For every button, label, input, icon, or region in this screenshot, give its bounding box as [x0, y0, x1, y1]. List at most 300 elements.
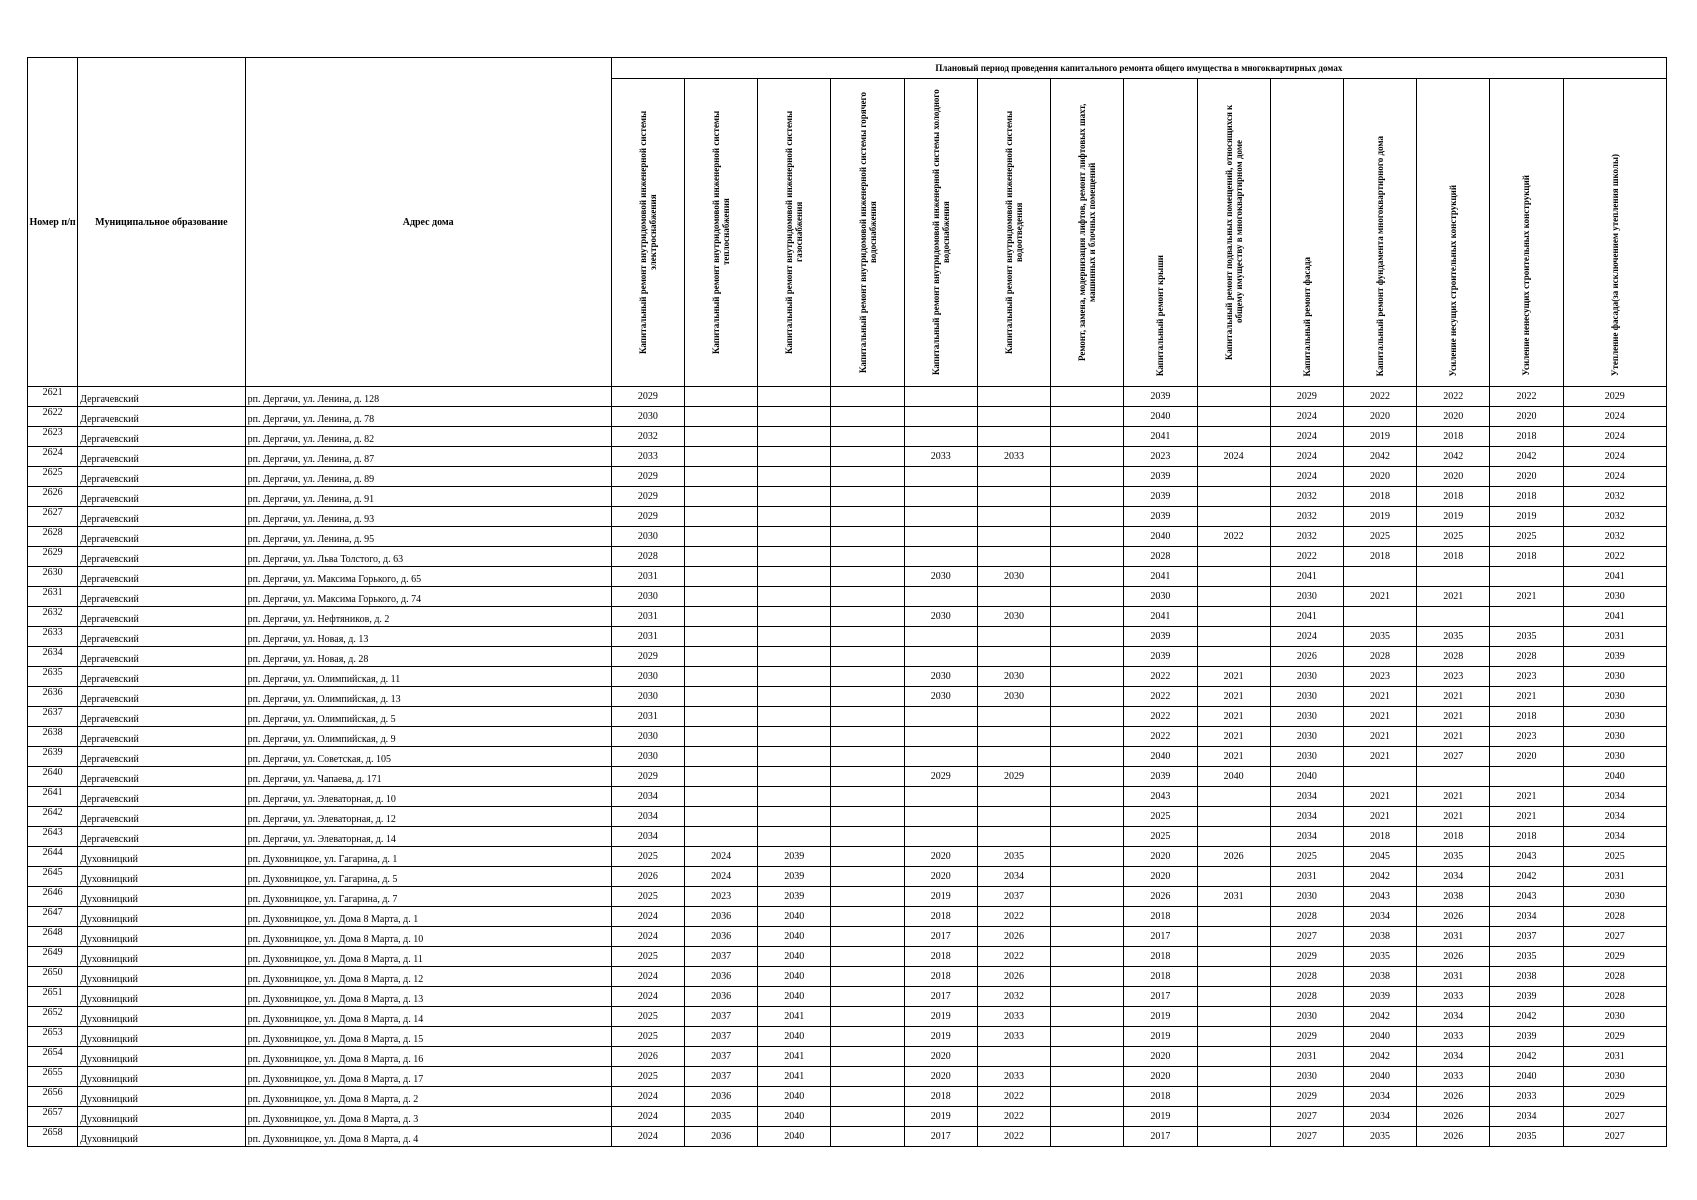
year-cell: 2017 [904, 1127, 977, 1147]
year-cell: 2033 [977, 447, 1050, 467]
year-cell [1051, 607, 1124, 627]
row-number-cell: 2639 [28, 747, 78, 767]
year-cell [1490, 767, 1563, 787]
year-cell [684, 447, 757, 467]
municipality-cell: Духовницкий [78, 1067, 246, 1087]
year-cell: 2036 [684, 967, 757, 987]
year-cell: 2021 [1417, 807, 1490, 827]
year-cell: 2018 [1490, 427, 1563, 447]
year-cell [684, 667, 757, 687]
header-col-load-bearing [1417, 79, 1490, 387]
year-cell [1197, 407, 1270, 427]
year-cell: 2031 [611, 707, 684, 727]
year-cell [1051, 507, 1124, 527]
header-col-cold-water [904, 79, 977, 387]
municipality-cell: Духовницкий [78, 847, 246, 867]
year-cell: 2027 [1270, 1127, 1343, 1147]
year-cell: 2043 [1124, 787, 1197, 807]
year-cell [1197, 1007, 1270, 1027]
year-cell: 2039 [1124, 467, 1197, 487]
row-number-cell: 2642 [28, 807, 78, 827]
row-number-cell: 2625 [28, 467, 78, 487]
year-cell: 2018 [1490, 487, 1563, 507]
year-cell [831, 747, 904, 767]
year-cell: 2025 [1270, 847, 1343, 867]
year-cell [1051, 827, 1124, 847]
year-cell: 2028 [1270, 987, 1343, 1007]
table-row [28, 487, 1667, 507]
year-cell [831, 927, 904, 947]
header-col-non-load-bearing [1490, 79, 1563, 387]
header-col-label: Капитальный ремонт внутридомовой инженерной системы водоотведения [1003, 110, 1024, 354]
year-cell [758, 487, 831, 507]
header-col-label: Капитальный ремонт фундамента многоквартирного дома [1375, 135, 1386, 376]
table-row [28, 647, 1667, 667]
year-cell: 2025 [611, 1067, 684, 1087]
year-cell: 2042 [1343, 447, 1416, 467]
year-cell: 2024 [1270, 407, 1343, 427]
year-cell: 2031 [611, 627, 684, 647]
year-cell: 2035 [684, 1107, 757, 1127]
year-cell: 2024 [1563, 467, 1666, 487]
year-cell: 2034 [1417, 867, 1490, 887]
year-cell [904, 487, 977, 507]
year-cell [1051, 887, 1124, 907]
year-cell: 2039 [1490, 1027, 1563, 1047]
table-row [28, 547, 1667, 567]
year-cell: 2034 [1270, 787, 1343, 807]
year-cell [1051, 387, 1124, 407]
year-cell [1051, 1007, 1124, 1027]
year-cell [831, 387, 904, 407]
year-cell: 2021 [1343, 807, 1416, 827]
address-cell: рп. Дергачи, ул. Олимпийская, д. 11 [245, 667, 611, 687]
municipality-cell: Духовницкий [78, 907, 246, 927]
year-cell: 2022 [977, 1087, 1050, 1107]
year-cell: 2018 [1417, 487, 1490, 507]
year-cell: 2018 [1343, 827, 1416, 847]
year-cell: 2030 [1563, 1007, 1666, 1027]
year-cell: 2024 [1563, 407, 1666, 427]
year-cell [758, 827, 831, 847]
year-cell [904, 527, 977, 547]
header-col-label: Капитальный ремонт внутридомовой инженерной системы горячего водоснабжения [857, 91, 878, 373]
year-cell: 2030 [611, 747, 684, 767]
row-number-cell: 2641 [28, 787, 78, 807]
table-row [28, 1047, 1667, 1067]
year-cell [758, 587, 831, 607]
year-cell [1197, 567, 1270, 587]
year-cell [1197, 507, 1270, 527]
year-cell: 2043 [1490, 887, 1563, 907]
year-cell: 2027 [1563, 927, 1666, 947]
year-cell: 2032 [1563, 507, 1666, 527]
year-cell: 2025 [611, 887, 684, 907]
year-cell [1051, 787, 1124, 807]
year-cell [831, 667, 904, 687]
address-cell: рп. Духовницкое, ул. Дома 8 Марта, д. 17 [245, 1067, 611, 1087]
address-cell: рп. Дергачи, ул. Элеваторная, д. 14 [245, 827, 611, 847]
year-cell [1051, 727, 1124, 747]
year-cell: 2022 [977, 1127, 1050, 1147]
row-number-cell: 2650 [28, 967, 78, 987]
year-cell [1197, 947, 1270, 967]
year-cell: 2031 [1417, 927, 1490, 947]
year-cell: 2030 [1270, 707, 1343, 727]
year-cell: 2020 [1490, 467, 1563, 487]
year-cell [831, 447, 904, 467]
year-cell: 2021 [1490, 687, 1563, 707]
year-cell: 2040 [1124, 527, 1197, 547]
year-cell: 2020 [1343, 467, 1416, 487]
year-cell: 2017 [1124, 987, 1197, 1007]
year-cell: 2022 [977, 1107, 1050, 1127]
year-cell: 2018 [1490, 707, 1563, 727]
year-cell [1051, 947, 1124, 967]
table-body [28, 387, 1667, 1147]
year-cell: 2030 [1270, 1007, 1343, 1027]
year-cell: 2028 [1417, 647, 1490, 667]
year-cell [1051, 427, 1124, 447]
year-cell: 2018 [904, 1087, 977, 1107]
year-cell: 2034 [1270, 827, 1343, 847]
year-cell: 2030 [611, 587, 684, 607]
year-cell: 2018 [904, 947, 977, 967]
year-cell [1197, 1087, 1270, 1107]
year-cell [684, 407, 757, 427]
row-number-cell: 2652 [28, 1007, 78, 1027]
year-cell: 2042 [1343, 1007, 1416, 1027]
year-cell: 2030 [1563, 687, 1666, 707]
year-cell [1051, 647, 1124, 667]
year-cell: 2037 [977, 887, 1050, 907]
year-cell [977, 747, 1050, 767]
year-cell: 2019 [1490, 507, 1563, 527]
year-cell [684, 767, 757, 787]
year-cell: 2034 [1270, 807, 1343, 827]
year-cell [1197, 807, 1270, 827]
year-cell: 2030 [1270, 1067, 1343, 1087]
year-cell [1197, 587, 1270, 607]
year-cell: 2031 [1270, 1047, 1343, 1067]
year-cell [831, 627, 904, 647]
year-cell: 2028 [1563, 987, 1666, 1007]
year-cell: 2020 [1417, 467, 1490, 487]
year-cell: 2026 [1270, 647, 1343, 667]
year-cell: 2019 [1417, 507, 1490, 527]
year-cell: 2022 [977, 907, 1050, 927]
year-cell [904, 747, 977, 767]
year-cell [831, 567, 904, 587]
year-cell: 2034 [611, 807, 684, 827]
year-cell: 2021 [1197, 747, 1270, 767]
year-cell: 2024 [611, 967, 684, 987]
year-cell: 2029 [1563, 1027, 1666, 1047]
year-cell: 2023 [684, 887, 757, 907]
year-cell: 2039 [1124, 767, 1197, 787]
year-cell: 2021 [1417, 727, 1490, 747]
municipality-cell: Дергачевский [78, 567, 246, 587]
table-row [28, 907, 1667, 927]
municipality-cell: Дергачевский [78, 527, 246, 547]
year-cell: 2022 [1124, 707, 1197, 727]
year-cell: 2039 [758, 847, 831, 867]
year-cell: 2019 [1124, 1007, 1197, 1027]
table-row [28, 587, 1667, 607]
year-cell: 2041 [1270, 567, 1343, 587]
year-cell: 2040 [1270, 767, 1343, 787]
row-number-cell: 2645 [28, 867, 78, 887]
year-cell: 2040 [758, 907, 831, 927]
year-cell: 2039 [758, 867, 831, 887]
municipality-cell: Духовницкий [78, 887, 246, 907]
year-cell [1197, 487, 1270, 507]
year-cell [758, 467, 831, 487]
municipality-cell: Дергачевский [78, 827, 246, 847]
year-cell: 2019 [1343, 507, 1416, 527]
year-cell [831, 407, 904, 427]
year-cell: 2039 [1490, 987, 1563, 1007]
year-cell: 2040 [758, 967, 831, 987]
year-cell: 2029 [1563, 387, 1666, 407]
year-cell [904, 727, 977, 747]
table-row [28, 567, 1667, 587]
year-cell: 2024 [611, 1127, 684, 1147]
year-cell [1343, 607, 1416, 627]
year-cell: 2040 [758, 947, 831, 967]
header-col-label: Капитальный ремонт внутридомовой инженерной системы теплоснабжения [711, 110, 732, 354]
table-row [28, 1067, 1667, 1087]
year-cell: 2025 [1124, 807, 1197, 827]
year-cell [831, 1127, 904, 1147]
year-cell [977, 827, 1050, 847]
repair-schedule-table [27, 57, 1667, 1147]
repair-schedule-sheet [27, 57, 1667, 1147]
year-cell: 2024 [684, 847, 757, 867]
year-cell: 2033 [1417, 1027, 1490, 1047]
year-cell: 2027 [1563, 1127, 1666, 1147]
year-cell [831, 607, 904, 627]
year-cell: 2021 [1417, 687, 1490, 707]
table-row [28, 407, 1667, 427]
year-cell: 2018 [1490, 827, 1563, 847]
year-cell: 2043 [1343, 887, 1416, 907]
year-cell: 2021 [1490, 807, 1563, 827]
year-cell [758, 447, 831, 467]
year-cell: 2022 [1417, 387, 1490, 407]
year-cell: 2030 [1270, 887, 1343, 907]
year-cell [977, 727, 1050, 747]
year-cell: 2029 [1563, 947, 1666, 967]
year-cell: 2026 [611, 867, 684, 887]
year-cell: 2026 [1417, 947, 1490, 967]
year-cell: 2021 [1417, 787, 1490, 807]
year-cell: 2020 [904, 847, 977, 867]
year-cell: 2042 [1490, 447, 1563, 467]
year-cell: 2030 [904, 687, 977, 707]
year-cell: 2027 [1270, 1107, 1343, 1127]
year-cell [1051, 667, 1124, 687]
year-cell [1197, 827, 1270, 847]
municipality-cell: Дергачевский [78, 507, 246, 527]
address-cell: рп. Дергачи, ул. Элеваторная, д. 10 [245, 787, 611, 807]
year-cell: 2029 [1270, 947, 1343, 967]
year-cell: 2017 [1124, 1127, 1197, 1147]
header-col-elevators [1051, 79, 1124, 387]
address-cell: рп. Дергачи, ул. Максима Горького, д. 74 [245, 587, 611, 607]
year-cell [1197, 967, 1270, 987]
year-cell: 2020 [1490, 407, 1563, 427]
row-number-cell: 2631 [28, 587, 78, 607]
year-cell: 2025 [1124, 827, 1197, 847]
address-cell: рп. Дергачи, ул. Олимпийская, д. 13 [245, 687, 611, 707]
year-cell: 2024 [1270, 427, 1343, 447]
year-cell: 2040 [758, 1127, 831, 1147]
year-cell: 2024 [684, 867, 757, 887]
header-number: Номер п/п [28, 58, 78, 387]
year-cell [684, 427, 757, 447]
table-row [28, 787, 1667, 807]
municipality-cell: Духовницкий [78, 1027, 246, 1047]
year-cell [831, 687, 904, 707]
year-cell: 2032 [1563, 527, 1666, 547]
year-cell [1051, 467, 1124, 487]
row-number-cell: 2651 [28, 987, 78, 1007]
year-cell: 2025 [1490, 527, 1563, 547]
year-cell [1197, 547, 1270, 567]
year-cell: 2024 [611, 907, 684, 927]
year-cell: 2030 [1563, 727, 1666, 747]
year-cell [1197, 1047, 1270, 1067]
year-cell: 2030 [611, 727, 684, 747]
year-cell: 2038 [1343, 927, 1416, 947]
year-cell: 2037 [684, 1067, 757, 1087]
year-cell: 2031 [1563, 627, 1666, 647]
year-cell [1197, 927, 1270, 947]
year-cell [1051, 1067, 1124, 1087]
year-cell [904, 387, 977, 407]
year-cell [684, 487, 757, 507]
year-cell: 2042 [1343, 867, 1416, 887]
year-cell [1051, 1087, 1124, 1107]
table-row [28, 867, 1667, 887]
year-cell: 2026 [977, 927, 1050, 947]
year-cell: 2039 [1124, 647, 1197, 667]
row-number-cell: 2646 [28, 887, 78, 907]
year-cell: 2040 [758, 987, 831, 1007]
header-col-label: Ремонт, замена, модернизация лифтов, ремонт лифтовых шахт, машинных и блочных помещений [1077, 103, 1098, 361]
year-cell: 2042 [1490, 1047, 1563, 1067]
municipality-cell: Дергачевский [78, 687, 246, 707]
table-row [28, 1007, 1667, 1027]
year-cell: 2027 [1563, 1107, 1666, 1127]
year-cell [977, 627, 1050, 647]
year-cell: 2033 [611, 447, 684, 467]
row-number-cell: 2648 [28, 927, 78, 947]
row-number-cell: 2638 [28, 727, 78, 747]
table-row [28, 607, 1667, 627]
year-cell [684, 707, 757, 727]
row-number-cell: 2627 [28, 507, 78, 527]
year-cell [831, 887, 904, 907]
year-cell [684, 587, 757, 607]
year-cell [831, 787, 904, 807]
year-cell: 2033 [1417, 1067, 1490, 1087]
year-cell [904, 827, 977, 847]
year-cell: 2022 [977, 947, 1050, 967]
year-cell: 2020 [1124, 1067, 1197, 1087]
year-cell: 2029 [1563, 1087, 1666, 1107]
year-cell: 2029 [611, 467, 684, 487]
year-cell: 2021 [1490, 787, 1563, 807]
header-col-label: Усиление ненесущих строительных конструкций [1521, 175, 1532, 376]
address-cell: рп. Духовницкое, ул. Гагарина, д. 7 [245, 887, 611, 907]
year-cell [1051, 687, 1124, 707]
year-cell: 2043 [1490, 847, 1563, 867]
year-cell [831, 967, 904, 987]
year-cell: 2028 [1563, 967, 1666, 987]
year-cell: 2024 [1270, 627, 1343, 647]
year-cell: 2041 [1124, 567, 1197, 587]
year-cell [1051, 447, 1124, 467]
year-cell: 2041 [1124, 607, 1197, 627]
year-cell [904, 807, 977, 827]
year-cell [977, 527, 1050, 547]
year-cell [977, 587, 1050, 607]
year-cell: 2042 [1490, 867, 1563, 887]
year-cell: 2031 [611, 607, 684, 627]
year-cell: 2034 [1417, 1047, 1490, 1067]
year-cell: 2026 [1417, 1107, 1490, 1127]
year-cell: 2040 [758, 1087, 831, 1107]
year-cell: 2022 [1490, 387, 1563, 407]
year-cell: 2031 [1563, 1047, 1666, 1067]
year-cell [831, 907, 904, 927]
year-cell: 2028 [1124, 547, 1197, 567]
year-cell [1051, 1047, 1124, 1067]
year-cell [684, 827, 757, 847]
year-cell: 2021 [1343, 707, 1416, 727]
row-number-cell: 2633 [28, 627, 78, 647]
year-cell [684, 567, 757, 587]
year-cell: 2023 [1490, 727, 1563, 747]
address-cell: рп. Дергачи, ул. Новая, д. 13 [245, 627, 611, 647]
year-cell [684, 607, 757, 627]
header-col-label: Капитальный ремонт внутридомовой инженерной системы холодного водоснабжения [930, 89, 951, 375]
table-row [28, 987, 1667, 1007]
year-cell: 2035 [1490, 947, 1563, 967]
row-number-cell: 2644 [28, 847, 78, 867]
table-row [28, 767, 1667, 787]
municipality-cell: Дергачевский [78, 727, 246, 747]
header-col-roof [1124, 79, 1197, 387]
table-row [28, 967, 1667, 987]
table-row [28, 927, 1667, 947]
year-cell: 2036 [684, 987, 757, 1007]
year-cell [758, 527, 831, 547]
year-cell: 2021 [1197, 727, 1270, 747]
year-cell: 2036 [684, 927, 757, 947]
year-cell: 2022 [1197, 527, 1270, 547]
municipality-cell: Дергачевский [78, 767, 246, 787]
year-cell: 2031 [1563, 867, 1666, 887]
year-cell [1197, 387, 1270, 407]
year-cell [1197, 987, 1270, 1007]
year-cell: 2030 [611, 527, 684, 547]
year-cell: 2030 [1563, 587, 1666, 607]
year-cell [1490, 607, 1563, 627]
municipality-cell: Дергачевский [78, 647, 246, 667]
